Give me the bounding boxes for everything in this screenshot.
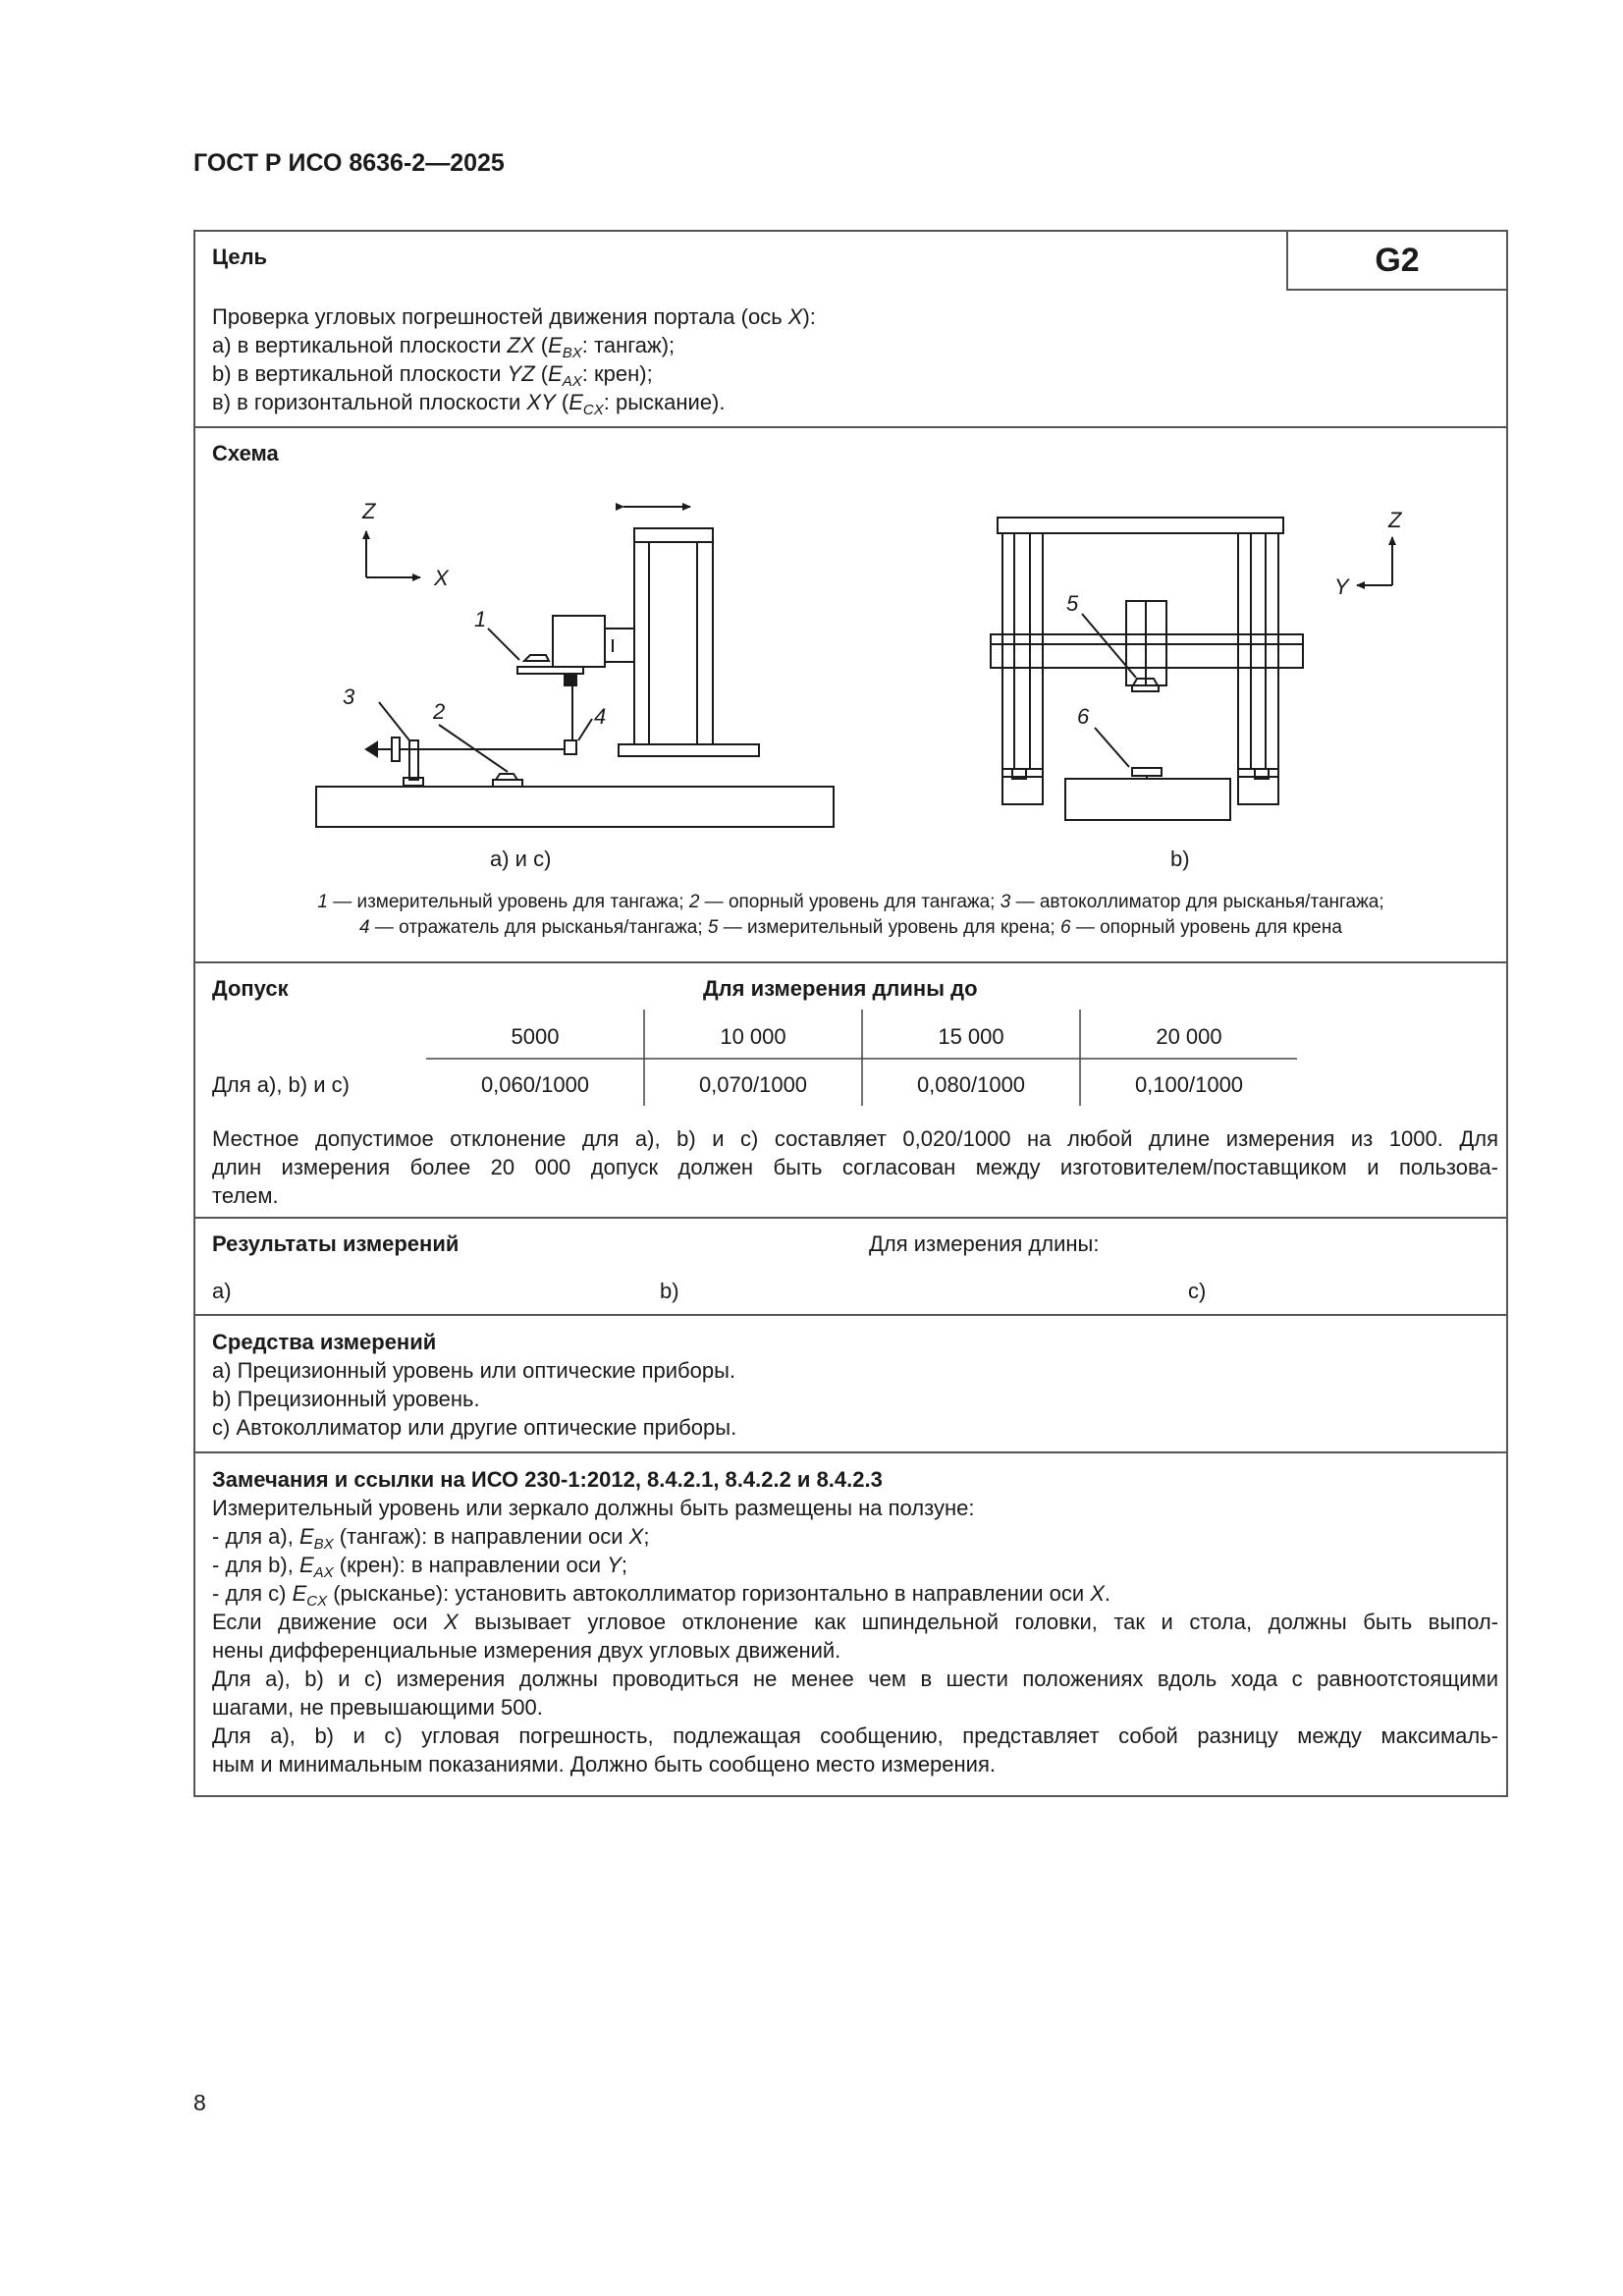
tolerance-value: 0,060/1000 <box>480 1072 590 1097</box>
figure-a-drawing <box>316 507 834 827</box>
notes-title: Замечания и ссылки на ИСО 230-1:2012, 8.4.2.1, 8.4.2.2 и 8.4.2.3 <box>212 1467 883 1492</box>
goal-section <box>195 232 1506 426</box>
goal-line: в) в горизонтальной плоскости XY ($E_{CX}$: рыскание). <box>212 390 726 418</box>
tolerance-title: Допуск <box>212 976 289 1001</box>
goal-line: а) в вертикальной плоскости ZX ($E_{BX}$: тангаж); <box>212 333 676 361</box>
page-number: 8 <box>193 2090 206 2115</box>
tolerance-value: 0,100/1000 <box>1134 1072 1244 1097</box>
scheme-section <box>195 426 1506 961</box>
notes-line: - для а), $E_{BX}$ (тангаж): в направлении оси X; <box>212 1524 650 1553</box>
notes-line: - для с) $E_{CX}$ (рысканье): установить автоколлиматор горизонтально в направлении оси X. <box>212 1581 1111 1610</box>
legend-line-2: 4 — отражатель для рысканья/тангажа; 5 — измерительный уровень для крена; 6 — опорный уровень для крена <box>359 917 1342 938</box>
spindle-head <box>553 616 605 667</box>
results-title: Результаты измерений <box>212 1231 460 1256</box>
means-title: Средства измерений <box>212 1330 437 1354</box>
goal-text <box>212 302 816 416</box>
notes-section <box>195 1451 1506 1795</box>
callout-6: 6 <box>1077 704 1090 729</box>
callout-5: 5 <box>1066 591 1079 616</box>
tolerance-value: 0,070/1000 <box>698 1072 808 1097</box>
autocollimator <box>366 742 377 756</box>
fig-a-z-label: Z <box>362 499 376 523</box>
tolerance-note: Местное допустимое отклонение для а), b) и с) составляет 0,020/1000 на любой длине измерения из 1000. Для длин измерения более 20 000 допуск должен быть согласован между изготовителем/поставщиком и пользова- телем. <box>212 1126 1498 1208</box>
notes-line: Измерительный уровень или зеркало должны быть размещены на ползуне: <box>212 1496 975 1520</box>
notes-line: Для а), b) и с) угловая погрешность, подлежащая сообщению, представляет собой разницу между максималь- <box>212 1723 1498 1748</box>
length-cell: 15 000 <box>938 1024 1004 1049</box>
length-cell: 5000 <box>511 1024 560 1049</box>
means-item: b) Прецизионный уровень. <box>212 1387 480 1411</box>
results-length-label: Для измерения длины: <box>869 1231 1100 1256</box>
goal-line: Проверка угловых погрешностей движения портала (ось X): <box>212 304 816 329</box>
measuring-means-section <box>195 1314 1506 1451</box>
notes-line: шагами, не превышающими 500. <box>212 1695 543 1720</box>
means-item: а) Прецизионный уровень или оптические приборы. <box>212 1358 736 1383</box>
legend-line-1: 1 — измерительный уровень для тангажа; 2 — опорный уровень для тангажа; 3 — автоколлиматор для рысканья/тангажа; <box>317 892 1384 912</box>
notes-line: - для b), $E_{AX}$ (крен): в направлении оси Y; <box>212 1553 627 1581</box>
callout-1: 1 <box>474 607 487 631</box>
notes-line: Если движение оси X вызывает угловое отклонение как шпиндельной головки, так и стола, должны быть выпол- <box>212 1610 1498 1634</box>
callout-4: 4 <box>594 704 607 729</box>
left-leg <box>1002 533 1043 777</box>
notes <box>212 1465 1498 1778</box>
test-sheet <box>193 230 1508 1797</box>
notes-line: ным и минимальным показаниями. Должно быть сообщено место измерения. <box>212 1752 996 1777</box>
table <box>1065 779 1230 820</box>
means-item: с) Автоколлиматор или другие оптические приборы. <box>212 1415 737 1440</box>
machine-base <box>316 787 834 827</box>
tolerance-value: 0,080/1000 <box>916 1072 1026 1097</box>
notes-line: Для а), b) и с) измерения должны проводиться не менее чем в шести положениях вдоль хода с равноотстоящими <box>212 1667 1498 1691</box>
figure-b-drawing <box>991 518 1392 820</box>
length-cell: 20 000 <box>1156 1024 1222 1049</box>
column-foot <box>619 744 759 756</box>
scheme-figure <box>195 428 1506 963</box>
right-leg <box>1238 533 1278 777</box>
scheme-title: Схема <box>212 441 279 465</box>
results-section <box>195 1217 1506 1314</box>
callout-2: 2 <box>433 699 446 724</box>
callout-3: 3 <box>343 684 355 709</box>
length-cell: 10 000 <box>720 1024 786 1049</box>
row-label: Для а), b) и с) <box>212 1072 350 1097</box>
caption-b: b) <box>1170 847 1190 871</box>
fig-b-y-label: Y <box>1334 574 1349 599</box>
tolerance-section <box>195 961 1506 1217</box>
document-header: ГОСТ Р ИСО 8636-2—2025 <box>193 149 505 177</box>
length-header: Для измерения длины до <box>703 976 978 1001</box>
reflector <box>565 740 576 754</box>
gantry-beam <box>998 518 1283 533</box>
caption-a: а) и с) <box>490 847 552 871</box>
goal-line: b) в вертикальной плоскости YZ ($E_{AX}$: крен); <box>212 361 653 390</box>
test-code: G2 <box>1286 232 1506 291</box>
slide-plate <box>517 667 583 674</box>
fig-b-z-label: Z <box>1388 508 1402 532</box>
measuring-means <box>212 1328 736 1442</box>
fig-a-x-label: X <box>434 566 449 590</box>
notes-line: нены дифференциальные измерения двух угловых движений. <box>212 1638 841 1663</box>
measuring-level <box>524 655 549 661</box>
result-c: с) <box>1188 1279 1207 1303</box>
result-a: а) <box>212 1279 232 1303</box>
column <box>634 528 713 744</box>
result-b: b) <box>660 1279 679 1303</box>
goal-title: Цель <box>212 245 268 269</box>
